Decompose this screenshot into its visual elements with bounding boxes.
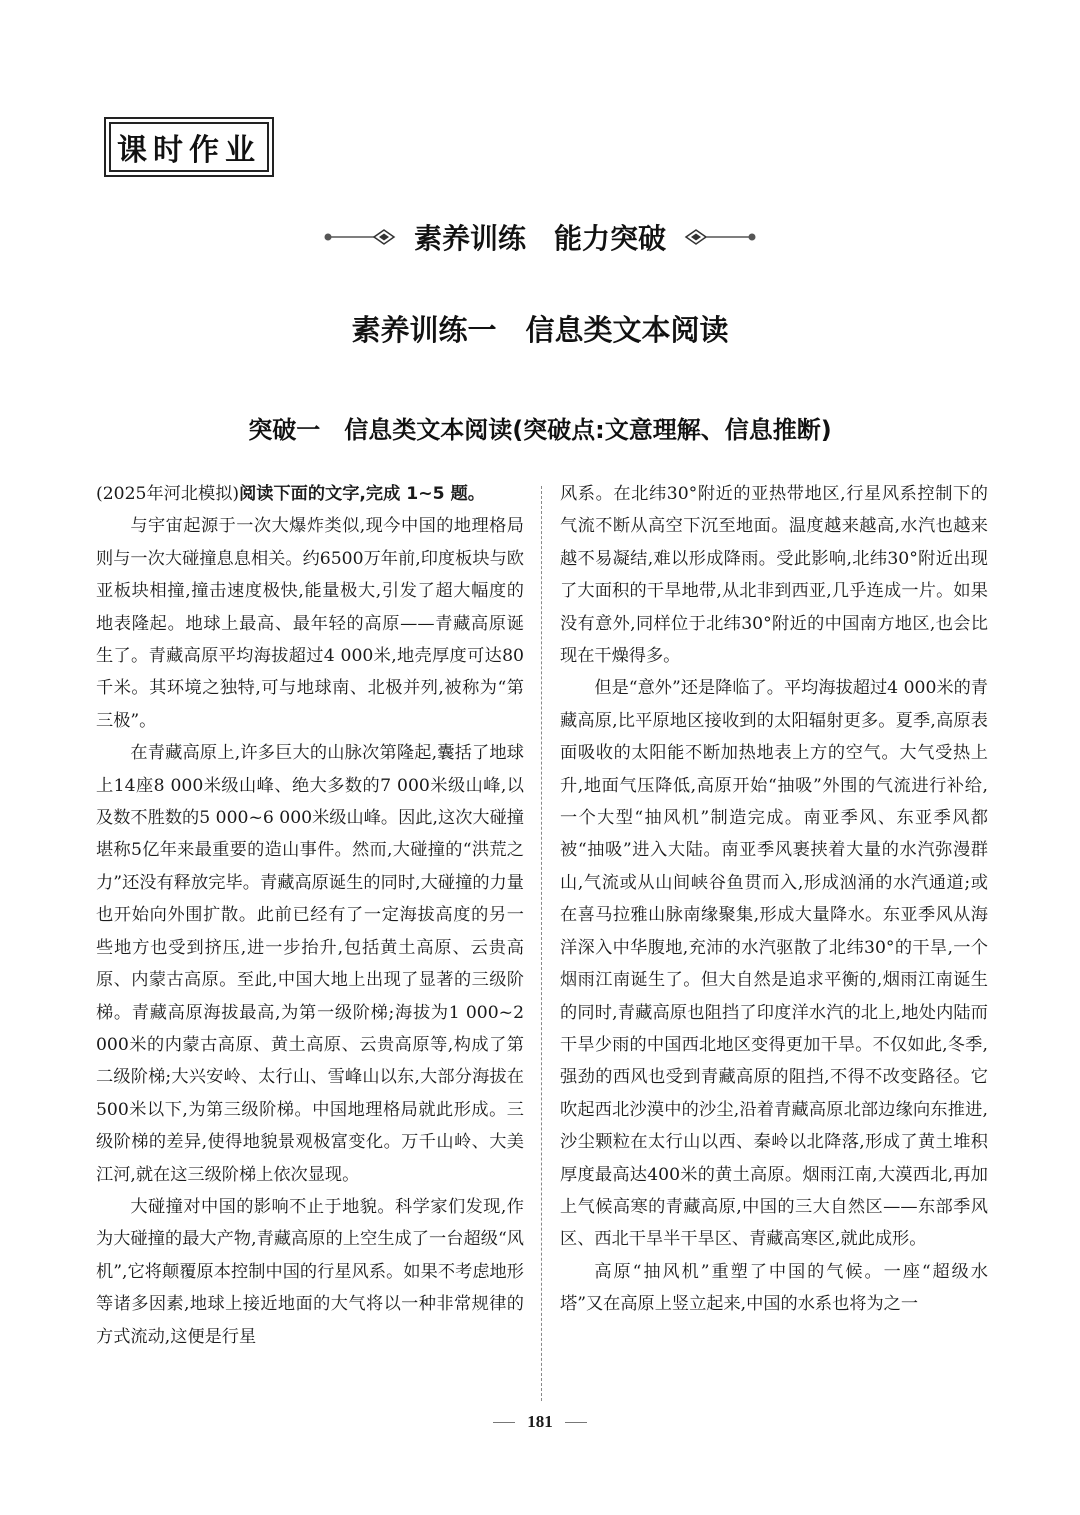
right-diamond-ornament-icon <box>680 227 758 247</box>
banner <box>300 213 780 261</box>
paragraph: 但是“意外”还是降临了。平均海拔超过4 000米的青藏高原,比平原地区接收到的太阳辐射更多。夏季,高原表面吸收的太阳能不断加热地表上方的空气。大气受热上升,地面气压降低,高原开始“抽吸”外围的气流进行补给,一个大型“抽风机”制造完成。南亚季风、东亚季风都被“抽吸”进入大陆。南亚季风裹挟着大量的水汽弥漫群山,气流或从山间峡谷鱼贯而入,形成汹涌的水汽通道;或在喜马拉雅山脉南缘聚集,形成大量降水。东亚季风从海洋深入中华腹地,充沛的水汽驱散了北纬30°的干旱,一个烟雨江南诞生了。但大自然是追求平衡的,烟雨江南诞生的同时,青藏高原也阻挡了印度洋水汽的北上,地处内陆而干旱少雨的中国西北地区变得更加干旱。不仅如此,冬季,强劲的西风也受到青藏高原的阻挡,不得不改变路径。它吹起西北沙漠中的沙尘,沿着青藏高原北部边缘向东推进,沙尘颗粒在太行山以西、秦岭以北降落,形成了黄土堆积厚度最高达400米的黄土高原。烟雨江南,大漠西北,再加上气候高寒的青藏高原,中国的三大自然区——东部季风区、西北干旱半干旱区、青藏高寒区,就此成形。 <box>560 678 988 1250</box>
banner-title: 素养训练 能力突破 <box>413 222 666 255</box>
column-divider <box>541 486 542 1401</box>
question-source: (2025年河北模拟) <box>96 484 240 504</box>
right-column <box>560 478 988 1321</box>
left-diamond-ornament-icon <box>322 227 400 247</box>
page-footer <box>0 1412 1080 1432</box>
paragraph: 大碰撞对中国的影响不止于地貌。科学家们发现,作为大碰撞的最大产物,青藏高原的上空生成了一台超级“风机”,它将颠覆原本控制中国的行星风系。如果不考虑地形等诸多因素,地球上接近地面的大气将以一种非常规律的方式流动,这便是行星 <box>96 1196 524 1347</box>
page-number: 181 <box>527 1412 553 1431</box>
paragraph-continued: 风系。在北纬30°附近的亚热带地区,行星风系控制下的气流不断从高空下沉至地面。温度越来越高,水汽也越来越不易凝结,难以形成降雨。受此影响,北纬30°附近出现了大面积的干旱地带,从北非到西亚,几乎连成一片。如果没有意外,同样位于北纬30°附近的中国南方地区,也会比现在干燥得多。 <box>560 484 988 667</box>
question-instruction: 阅读下面的文字,完成 1~5 题。 <box>239 484 485 504</box>
section-subheading: 突破一 信息类文本阅读(突破点:文意理解、信息推断) <box>248 416 832 444</box>
paragraph: 高原“抽风机”重塑了中国的气候。一座“超级水塔”又在高原上竖立起来,中国的水系也将为之一 <box>560 1261 988 1315</box>
section-heading: 素养训练一 信息类文本阅读 <box>351 313 729 347</box>
question-intro <box>96 478 524 510</box>
paragraph: 与宇宙起源于一次大爆炸类似,现今中国的地理格局则与一次大碰撞息息相关。约6500万年前,印度板块与欧亚板块相撞,撞击速度极快,能量极大,引发了超大幅度的地表隆起。地球上最高、最年轻的高原——青藏高原诞生了。青藏高原平均海拔超过4 000米,地壳厚度可达80千米。其环境之独特,可与地球南、北极并列,被称为“第三极”。 <box>96 516 524 731</box>
left-column <box>96 478 524 1353</box>
paragraph: 在青藏高原上,许多巨大的山脉次第隆起,囊括了地球上14座8 000米级山峰、绝大多数的7 000米级山峰,以及数不胜数的5 000~6 000米级山峰。因此,这次大碰撞堪称5亿年来最重要的造山事件。然而,大碰撞的“洪荒之力”还没有释放完毕。青藏高原诞生的同时,大碰撞的力量也开始向外围扩散。此前已经有了一定海拔高度的另一些地方也受到挤压,进一步抬升,包括黄土高原、云贵高原、内蒙古高原。至此,中国大地上出现了显著的三级阶梯。青藏高原海拔最高,为第一级阶梯;海拔为1 000~2 000米的内蒙古高原、黄土高原、云贵高原等,构成了第二级阶梯;大兴安岭、太行山、雪峰山以东,大部分海拔在500米以下,为第三级阶梯。中国地理格局就此形成。三级阶梯的差异,使得地貌景观极富变化。万千山岭、大美江河,就在这三级阶梯上依次显现。 <box>96 743 524 1185</box>
footer-rule <box>493 1422 515 1423</box>
footer-rule <box>565 1422 587 1423</box>
section-badge: 课时作业 <box>104 117 274 177</box>
